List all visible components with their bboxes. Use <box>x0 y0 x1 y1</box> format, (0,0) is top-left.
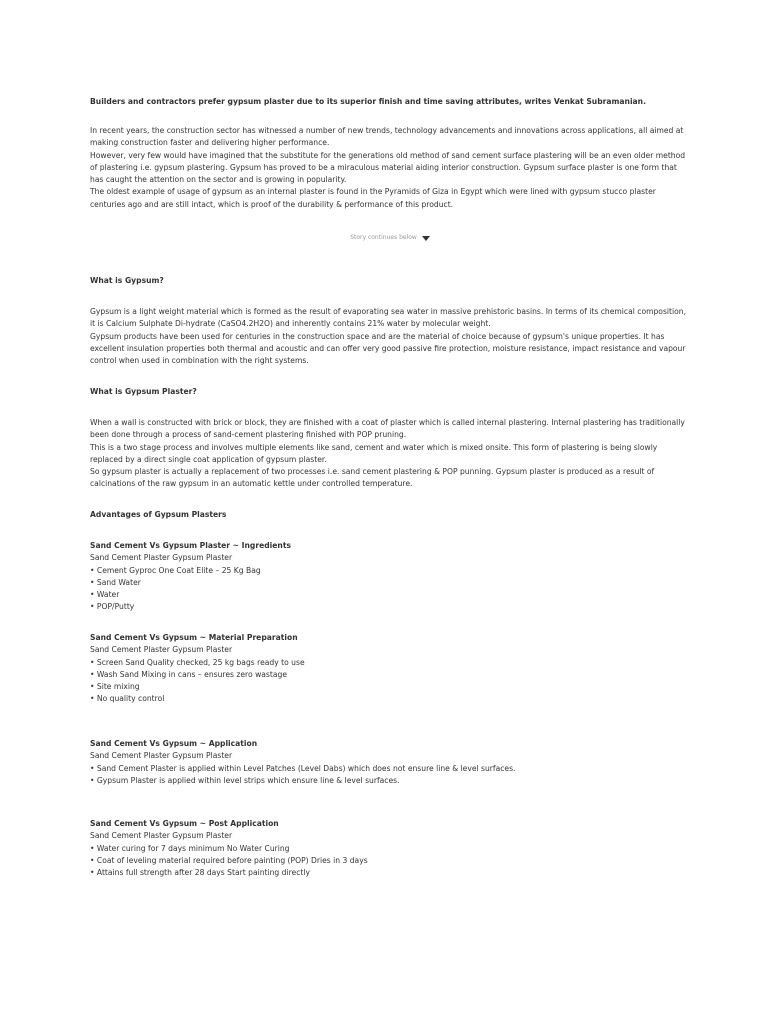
article-intro: Builders and contractors prefer gypsum plaster due to its superior finish and time saving attributes, writes Venkat Subramanian. <box>90 97 646 106</box>
section-ingredients <box>90 540 690 614</box>
heading-what-is-gypsum: What is Gypsum? <box>90 276 164 285</box>
paragraph-line: When a wall is constructed with brick or block, they are finished with a coat of plaster which is called internal plastering. Internal plastering has traditionally been done through a process of sand-cement plastering finished with POP pruning. <box>90 418 685 440</box>
heading-what-is-gypsum-plaster: What is Gypsum Plaster? <box>90 387 197 396</box>
list-item: • POP/Putty <box>90 602 135 612</box>
list-item: • Cement Gyproc One Coat Elite – 25 Kg Bag <box>90 565 261 575</box>
list-item: • Coat of leveling material required before painting (POP) Dries in 3 days <box>90 855 368 865</box>
section-subtitle: Sand Cement Plaster Gypsum Plaster <box>90 831 233 841</box>
heading-advantages: Advantages of Gypsum Plasters <box>90 510 227 519</box>
section-material-preparation <box>90 632 690 706</box>
list-item: • Screen Sand Quality checked, 25 kg bags ready to use <box>90 657 305 667</box>
list-item: • Sand Cement Plaster is applied within Level Patches (Level Dabs) which does not ensure line & level surfaces. <box>90 763 516 773</box>
list-item: • Attains full strength after 28 days Start painting directly <box>90 868 310 878</box>
section-subtitle: Sand Cement Plaster Gypsum Plaster <box>90 553 233 563</box>
list-item: • Gypsum Plaster is applied within level strips which ensure line & level surfaces. <box>90 775 400 785</box>
list-item: • No quality control <box>90 694 165 704</box>
section-post-application <box>90 818 690 879</box>
story-continues-link[interactable] <box>340 232 440 244</box>
list-item: • Water <box>90 590 120 600</box>
intro-line: The oldest example of usage of gypsum as an internal plaster is found in the Pyramids of Giza in Egypt which were lined with gypsum stucco plaster centuries ago and are still intact, which is proof of the durability & performance of this product. <box>90 187 656 209</box>
section-title: Sand Cement Vs Gypsum Plaster ~ Ingredients <box>90 541 291 550</box>
section-title: Sand Cement Vs Gypsum ~ Post Application <box>90 819 279 828</box>
paragraph-line: Gypsum products have been used for centuries in the construction space and are the material of choice because of gypsum's unique properties. It has excellent insulation properties both thermal and acoustic and can offer very good passive fire protection, moisture resistance, impact resistance and vapour control when used in combination with the right systems. <box>90 331 686 366</box>
paragraph-line: Gypsum is a light weight material which is formed as the result of evaporating sea water in massive prehistoric basins. In terms of its chemical composition, it is Calcium Sulphate Di-hydrate (CaSO4.2H2O) and inherently contains 21% water by molecular weight. <box>90 307 686 329</box>
list-item: • Site mixing <box>90 682 140 692</box>
section-subtitle: Sand Cement Plaster Gypsum Plaster <box>90 645 233 655</box>
intro-line: In recent years, the construction sector has witnessed a number of new trends, technology advancements and innovations across applications, all aimed at making construction faster and delivering higher performance. <box>90 126 684 148</box>
gypsum-paragraph <box>90 306 690 367</box>
intro-paragraph <box>90 125 690 211</box>
story-continues-label: Story continues below <box>350 234 417 241</box>
section-application <box>90 738 690 787</box>
list-item: • Water curing for 7 days minimum No Water Curing <box>90 843 290 853</box>
list-item: • Wash Sand Mixing in cans – ensures zero wastage <box>90 669 288 679</box>
paragraph-line: So gypsum plaster is actually a replacement of two processes i.e. sand cement plastering & POP punning. Gypsum plaster is produced as a result of calcinations of the raw gypsum in an automatic kettle under controlled temperature. <box>90 467 655 489</box>
caret-down-icon <box>422 236 430 241</box>
list-item: • Sand Water <box>90 577 141 587</box>
plaster-paragraph <box>90 417 690 491</box>
section-title: Sand Cement Vs Gypsum ~ Material Preparation <box>90 633 298 642</box>
section-title: Sand Cement Vs Gypsum ~ Application <box>90 739 258 748</box>
paragraph-line: This is a two stage process and involves multiple elements like sand, cement and water which is mixed onsite. This form of plastering is being slowly replaced by a direct single coat application of gypsum plaster. <box>90 442 658 464</box>
intro-line: However, very few would have imagined that the substitute for the generations old method of sand cement surface plastering will be an even older method of plastering i.e. gypsum plastering. Gypsum has proved to be a miraculous material aiding interior construction. Gypsum surface plaster is one form that has caught the attention on the sector and is growing in popularity. <box>90 150 686 185</box>
section-subtitle: Sand Cement Plaster Gypsum Plaster <box>90 751 233 761</box>
